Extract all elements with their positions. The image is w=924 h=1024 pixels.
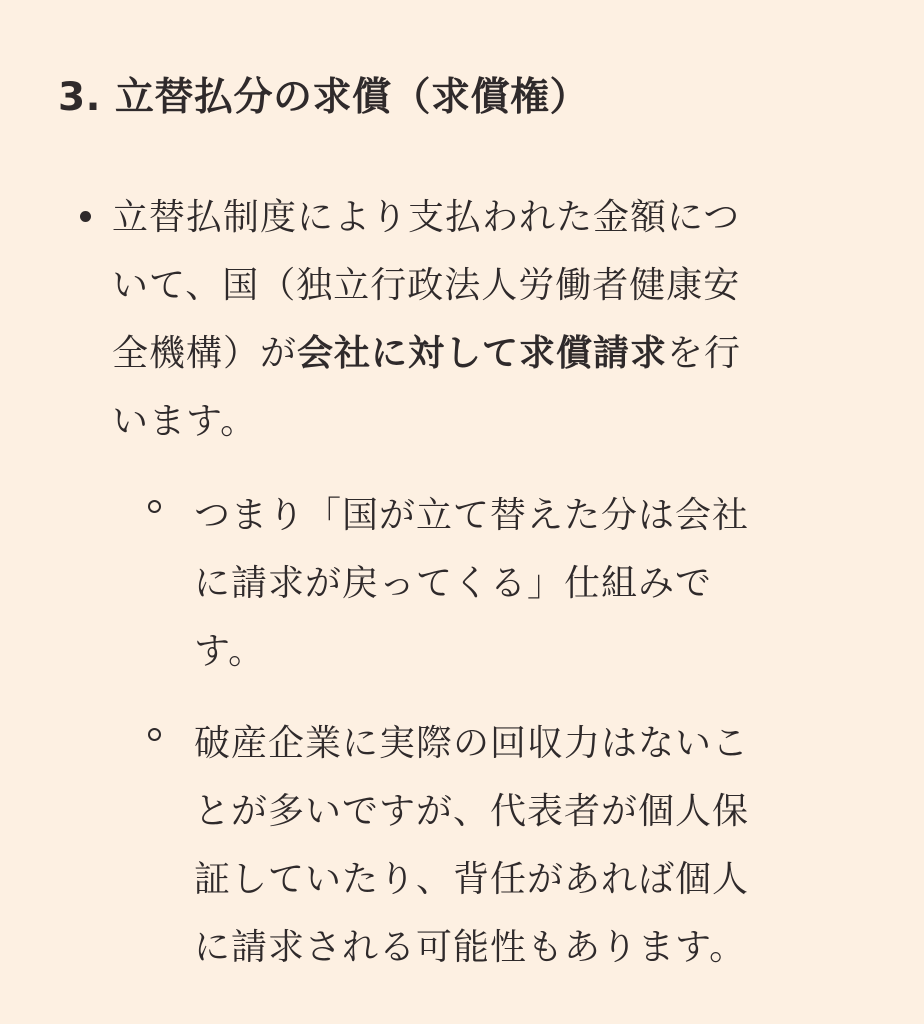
sub-bullet-line: 破産企業に実際の回収力はないこ bbox=[194, 723, 750, 764]
bullet-text: を行 bbox=[667, 333, 742, 374]
bullet-paragraph bbox=[112, 184, 872, 456]
sub-bullet-circle-icon bbox=[148, 500, 161, 513]
bullet-line: 立替払制度により支払われた金額につ bbox=[112, 197, 741, 238]
bullet-emphasis: 会社に対して求償請求 bbox=[297, 333, 668, 374]
sub-bullet-line: に請求される可能性もあります。 bbox=[194, 927, 747, 968]
section-heading: 3. 立替払分の求償（求償権） bbox=[58, 75, 590, 120]
sub-bullet-line: に請求が戻ってくる」仕組みで bbox=[194, 563, 713, 604]
bullet-dot-icon bbox=[80, 211, 91, 222]
bullet-line: います。 bbox=[112, 401, 258, 442]
sub-bullet-paragraph bbox=[194, 710, 874, 982]
sub-bullet-circle-icon bbox=[148, 728, 161, 741]
sub-bullet-line: とが多いですが、代表者が個人保 bbox=[194, 791, 750, 832]
sub-bullet-line: す。 bbox=[194, 631, 266, 672]
bullet-text: 全機構）が bbox=[112, 333, 298, 374]
bullet-line bbox=[112, 320, 872, 388]
sub-bullet-paragraph bbox=[194, 482, 874, 686]
sub-bullet-line: 証していたり、背任があれば個人 bbox=[194, 859, 750, 900]
sub-bullet-line: つまり「国が立て替えた分は会社 bbox=[194, 495, 750, 536]
bullet-line: いて、国（独立行政法人労働者健康安 bbox=[112, 265, 741, 306]
